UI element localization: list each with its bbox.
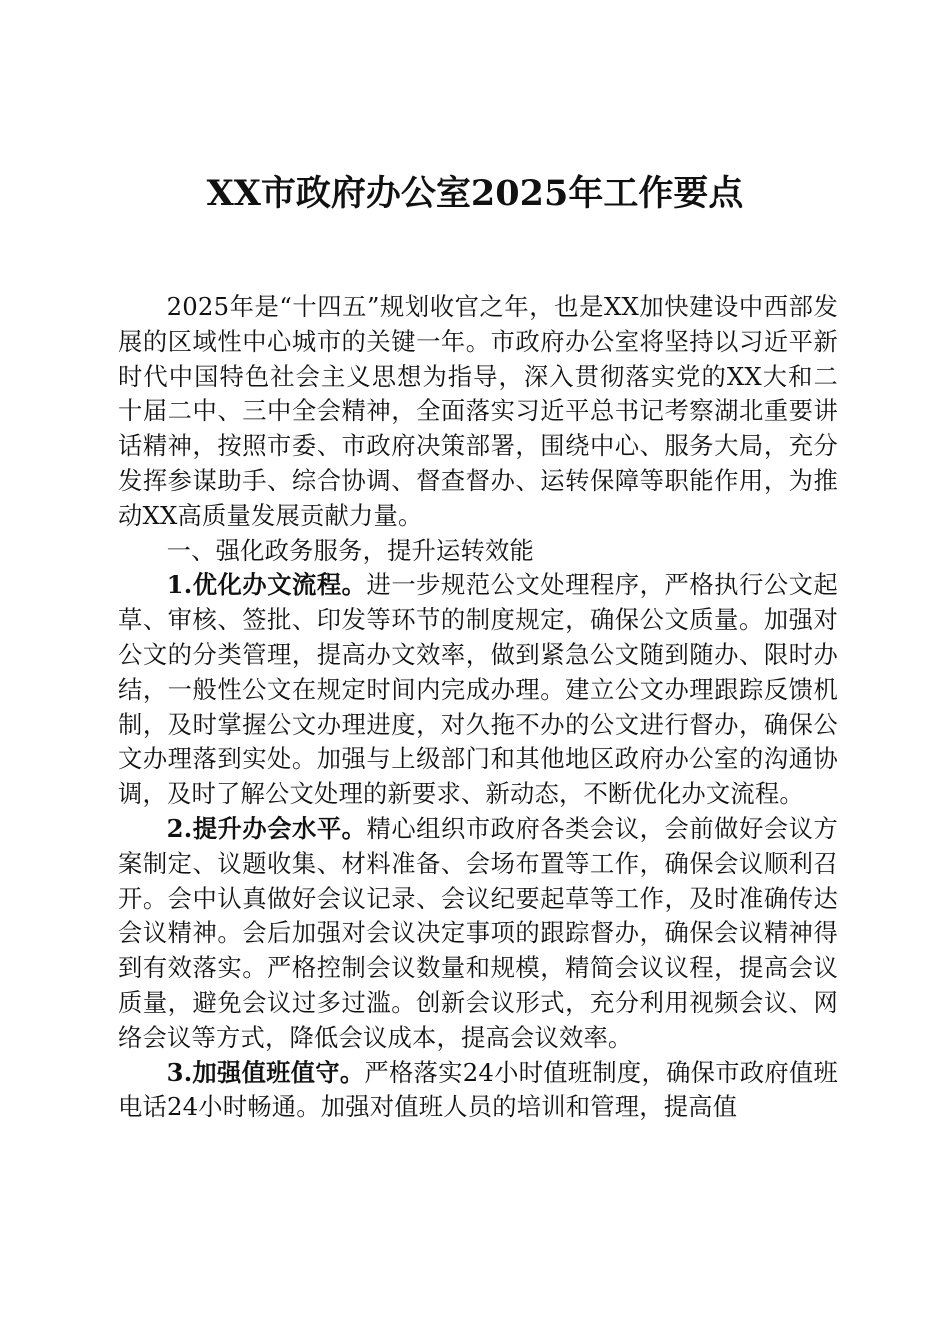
item-text-3: 严格落实24小时值班制度，确保市政府值班电话24小时畅通。加强对值班人员的培训和管理，提高值 [118,1057,838,1122]
item-text-2: 精心组织市政府各类会议，会前做好会议方案制定、议题收集、材料准备、会场布置等工作，确保会议顺利召开。会中认真做好会议记录、会议纪要起草等工作，及时准确传达会议精神。会后加强对会议决定事项的跟踪督办，确保会议精神得到有效落实。严格控制会议数量和规模，精简会议议程，提高会议质量，避免会议过多过滥。创新会议形式，充分利用视频会议、网络会议等方式，降低会议成本，提高会议效率。 [118,813,838,1052]
intro-paragraph: 2025年是“十四五”规划收官之年，也是XX加快建设中西部发展的区域性中心城市的关键一年。市政府办公室将坚持以习近平新时代中国特色社会主义思想为指导，深入贯彻落实党的XX大和二十届二中、三中全会精神，全面落实习近平总书记考察湖北重要讲话精神，按照市委、市政府决策部署，围绕中心、服务大局，充分发挥参谋助手、综合协调、督查督办、运转保障等职能作用，为推动XX高质量发展贡献力量。 [118,292,838,530]
item-lead-2: 2.提升办会水平。 [166,813,367,843]
item-lead-1: 1.优化办文流程。 [166,570,367,600]
item-text-1: 进一步规范公文处理程序，严格执行公文起草、审核、签批、印发等环节的制度规定，确保公文质量。加强对公文的分类管理，提高办文效率，做到紧急公文随到随办、限时办结，一般性公文在规定时间内完成办理。建立公文办理跟踪反馈机制，及时掌握公文办理进度，对久拖不办的公文进行督办，确保公文办理落到实处。加强与上级部门和其他地区政府办公室的沟通协调，及时了解公文处理的新要求、新动态，不断优化办文流程。 [118,570,838,809]
item-paragraph-1 [118,568,838,812]
section-heading-1: 一、强化政务服务，提升运转效能 [166,535,535,565]
document-body [118,290,838,1125]
item-paragraph-2 [118,812,838,1056]
document-title: XX市政府办公室2025年工作要点 [206,173,744,214]
item-paragraph-3 [118,1056,838,1126]
item-lead-3: 3.加强值班值守。 [166,1057,365,1087]
